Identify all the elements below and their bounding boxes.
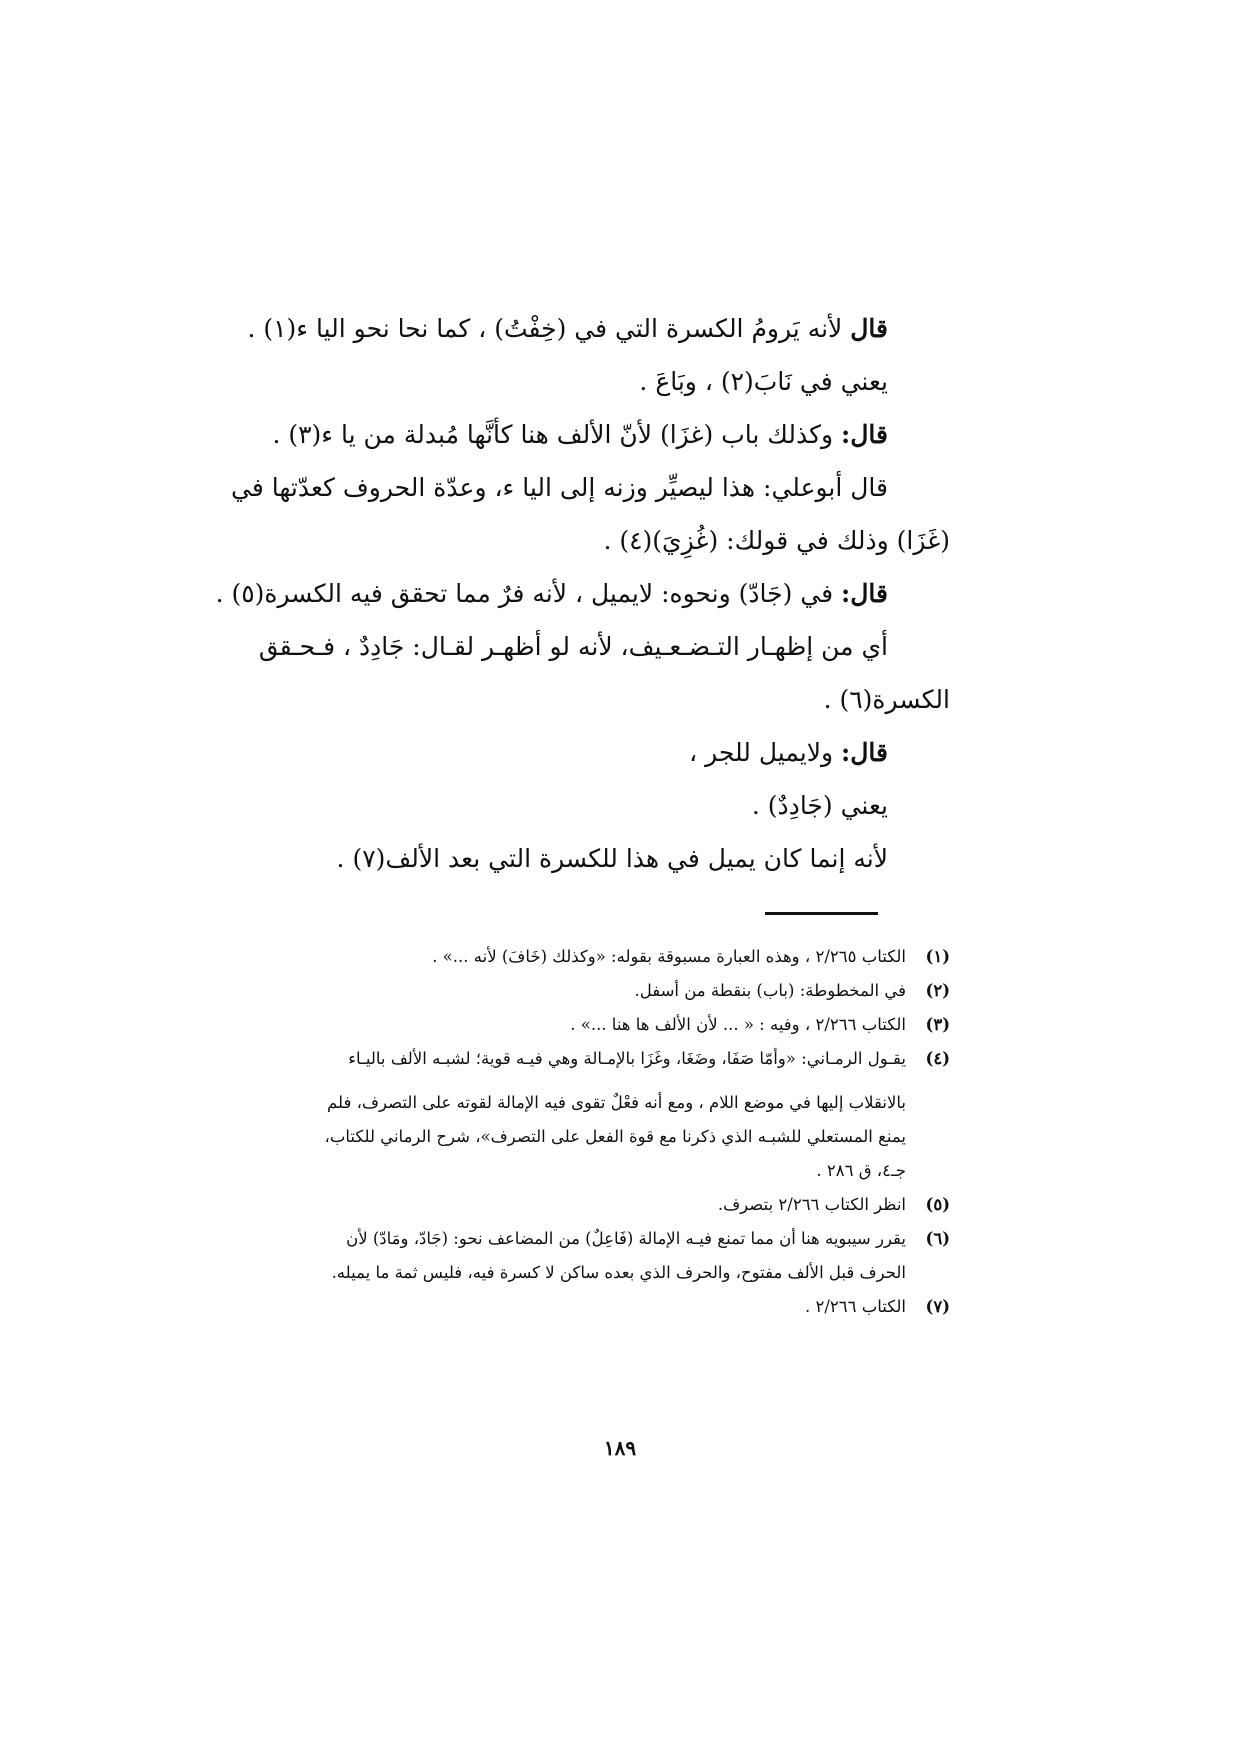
footnote-item <box>290 1008 950 1042</box>
footnote-text: الكتاب ٢/٢٦٦ . <box>804 1297 906 1316</box>
footnote-number: (٢) <box>925 981 950 1000</box>
footnotes-block <box>290 940 950 1324</box>
footnote-item <box>290 940 950 974</box>
footnote-text: الكتاب ٢/٢٦٥ ، وهذه العبارة مسبوقة بقوله: «وكذلك (خَافَ) لأنه ...» . <box>432 947 906 966</box>
page-number: ١٨٩ <box>603 1436 637 1460</box>
qal-label: قال <box>850 314 888 343</box>
footnote-line: جـ٤، ق ٢٨٦ . <box>816 1161 906 1180</box>
text-line: (غَزَا) وذلك في قولك: (غُزِيَ)(٤) . <box>603 526 950 555</box>
text-line: قال لأنه يَرومُ الكسرة التي في (خِفْتُ) ، كما نحا نحو اليا ء(١) . <box>247 314 888 343</box>
footnote-text <box>290 1222 906 1290</box>
text-line: يعني في نَابَ(٢) ، وبَاعَ . <box>639 367 888 396</box>
qal-label: قال: <box>841 738 888 767</box>
text-line: الكسرة(٦) . <box>823 685 950 714</box>
text-line: قال: في (جَادّ) ونحوه: لايميل ، لأنه فرٌ مما تحقق فيه الكسرة(٥) . <box>215 579 888 608</box>
footnote-line: يمنع المستعلي للشبـه الذي ذكرنا مع قوة الفعل على التصرف»، شرح الرماني للكتاب، <box>324 1127 906 1146</box>
footnote-number: (٤) <box>925 1049 950 1068</box>
footnote-line: الحرف قبل الألف مفتوح، والحرف الذي بعده ساكن لا كسرة فيه، فليس ثمة ما يميله. <box>331 1263 906 1282</box>
footnote-number: (٣) <box>925 1015 950 1034</box>
main-text-block <box>215 302 950 885</box>
footnote-line: يقـول الرمـاني: «وأمّا صَفَا، وضَغَا، وغَزَا بالإمـالة وهي فيـه قوية؛ لشبـه الألف باليـاء <box>348 1049 906 1068</box>
qal-label: قال: <box>841 579 888 608</box>
footnote-text: انظر الكتاب ٢/٢٦٦ بتصرف. <box>717 1195 906 1214</box>
text-line: قال: وكذلك باب (غزَا) لأنّ الألف هنا كأنَّها مُبدلة من يا ء(٣) . <box>272 420 888 449</box>
footnote-item <box>290 1042 950 1188</box>
qal-label: قال: <box>841 420 888 449</box>
footnote-number: (٦) <box>925 1229 950 1248</box>
text-line: أي من إظهـار التـضـعـيف، لأنه لو أظهـر لقـال: جَادِدٌ ، فـحـقق <box>258 632 888 661</box>
text-line: يعني (جَادِدٌ) . <box>751 791 888 820</box>
footnote-number: (٥) <box>925 1195 950 1214</box>
footnote-separator <box>765 912 878 915</box>
footnote-line: بالانقلاب إليها في موضع اللام ، ومع أنه فعْلٌ تقوى فيه الإمالة لقوته على التصرف، فلم <box>327 1093 906 1112</box>
footnote-item <box>290 1222 950 1290</box>
footnote-number: (٧) <box>925 1297 950 1316</box>
footnote-text: الكتاب ٢/٢٦٦ ، وفيه : « ... لأن الألف ها هنا ...» . <box>570 1015 906 1034</box>
footnote-item <box>290 1188 950 1222</box>
text-line: قال: ولايميل للجر ، <box>689 738 888 767</box>
text-line: لأنه إنما كان يميل في هذا للكسرة التي بعد الألف(٧) . <box>336 844 888 873</box>
footnote-item <box>290 1290 950 1324</box>
footnote-number: (١) <box>925 947 950 966</box>
text-line: قال أبوعلي: هذا ليصيِّر وزنه إلى اليا ء، وعدّة الحروف كعدّتها في <box>231 473 888 502</box>
footnote-item <box>290 974 950 1008</box>
footnote-text <box>290 1042 906 1188</box>
footnote-line: يقرر سيبويه هنا أن مما تمنع فيـه الإمالة (فَاعِلٌ) من المضاعف نحو: (جَادّ، ومَادّ) لأن <box>346 1229 906 1248</box>
footnote-text: في المخطوطة: (باب) بنقطة من أسفل. <box>634 981 906 1000</box>
